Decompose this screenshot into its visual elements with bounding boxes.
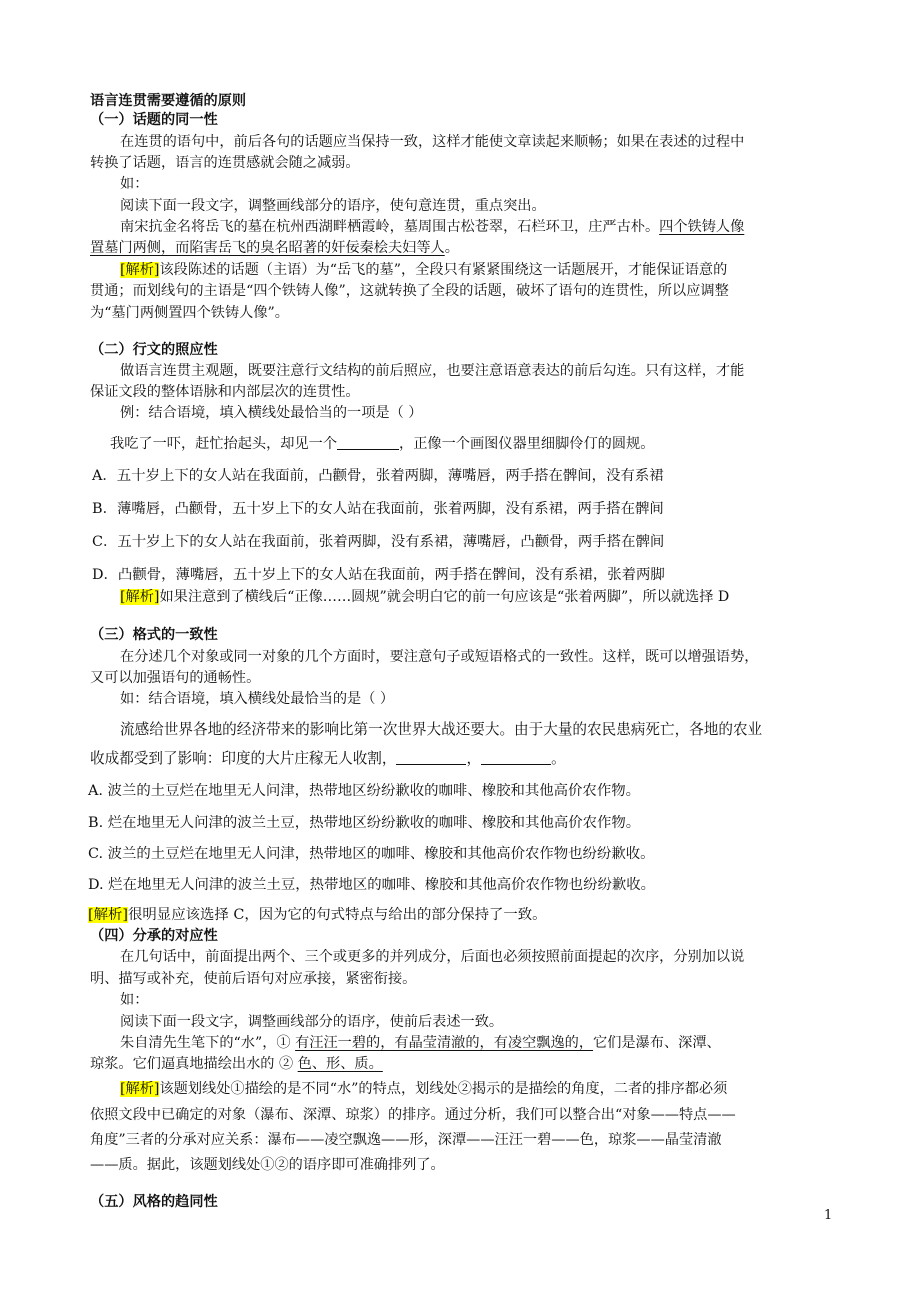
s3-para-line1: 在分述几个对象或同一对象的几个方面时，要注意句子或短语格式的一致性。这样，既可以增强语势， — [120, 649, 759, 665]
s3-question: 如：结合语境，填入横线处最恰当的是（ ） — [120, 691, 395, 707]
s3-analysis-text: 很明显应该选择 C，因为它的句式特点与给出的部分保持了一致。 — [128, 907, 547, 923]
answer-blank-1 — [396, 750, 466, 765]
s4-text-underlined-2: 色、形、质。 — [297, 1056, 383, 1072]
analysis-tag: [解析] — [88, 907, 129, 923]
s2-option-c: C．五十岁上下的女人站在我面前，张着两脚，没有系裙，薄嘴唇，凸颧骨，两手搭在髀间 — [92, 534, 665, 550]
s3-option-a: A. 波兰的土豆烂在地里无人问津，热带地区纷纷歉收的咖啡、橡胶和其他高价农作物。 — [88, 783, 640, 799]
s1-para-line1: 在连贯的语句中，前后各句的话题应当保持一致，这样才能使文章读起来顺畅；如果在表述的过程中 — [120, 134, 745, 150]
s3-option-d: D. 烂在地里无人问津的波兰土豆，热带地区的咖啡、橡胶和其他高价农作物也纷纷歉收。 — [88, 877, 656, 893]
s3-option-b: B. 烂在地里无人问津的波兰土豆，热带地区纷纷歉收的咖啡、橡胶和其他高价农作物。 — [88, 815, 641, 831]
s4-analysis-line1 — [120, 1078, 727, 1100]
s4-text-line1 — [120, 1032, 721, 1054]
s2-stem-b: ，正像一个画图仪器里细脚伶仃的圆规。 — [399, 436, 655, 452]
s4-analysis-line3: 角度”三者的分承对应关系：瀑布——凌空飘逸——形，深潭——汪汪一碧——色，琼浆——晶莹清澈 — [90, 1132, 722, 1148]
s1-example-label: 如： — [120, 176, 149, 192]
s3-stem-line1: 流感给世界各地的经济带来的影响比第一次世界大战还要大。由于大量的农民患病死亡，各地的农业 — [120, 721, 763, 738]
s2-stem-a: 我吃了一吓，赶忙抬起头，却见一个 — [110, 436, 338, 452]
s4-text-line2 — [90, 1053, 383, 1075]
s4-example-label: 如： — [120, 992, 149, 1008]
s1-text-underlined: 四个铁铸人像 — [659, 219, 745, 235]
s2-stem — [110, 433, 654, 455]
s4-analysis-line2: 依照文段中已确定的对象（瀑布、深潭、琼浆）的排序。通过分析，我们可以整合出“对象——特点—— — [90, 1107, 736, 1123]
section-1-heading: （一）话题的同一性 — [90, 112, 218, 128]
section-4-heading: （四）分承的对应性 — [90, 928, 218, 944]
s2-analysis-line1 — [120, 586, 729, 608]
answer-blank — [337, 435, 399, 450]
s2-option-d: D．凸颧骨，薄嘴唇，五十岁上下的女人站在我面前，两手搭在髀间，没有系裙，张着两脚 — [92, 567, 665, 583]
s2-option-a: A．五十岁上下的女人站在我面前，凸颧骨，张着两脚，薄嘴唇，两手搭在髀间，没有系裙 — [92, 468, 664, 484]
s3-para-line2: 又可以加强语句的通畅性。 — [90, 670, 261, 686]
page-number: 1 — [824, 1208, 833, 1223]
s1-text-end: 。 — [444, 240, 459, 256]
analysis-tag: [解析] — [120, 1081, 160, 1097]
s1-task: 阅读下面一段文字，调整画线部分的语序，使句意连贯，重点突出。 — [120, 198, 546, 214]
s4-analysis-line4: ——质。据此，该题划线处①②的语序即可准确排列了。 — [90, 1157, 445, 1173]
section-5-heading: （五）风格的趋同性 — [90, 1194, 218, 1210]
analysis-tag: [解析] — [120, 262, 160, 278]
s3-analysis-line1 — [88, 904, 547, 926]
s3-stem-c: 。 — [551, 750, 566, 767]
s4-task: 阅读下面一段文字，调整画线部分的语序，使前后表述一致。 — [120, 1014, 504, 1030]
s1-analysis-line3: 为“墓门两侧置四个铁铸人像”。 — [90, 305, 289, 321]
s2-analysis-text: 如果注意到了横线后“正像……圆规”就会明白它的前一句应该是“张着两脚”，所以就选择 D — [159, 589, 730, 605]
s1-text-underlined-2: 置墓门两侧，而陷害岳飞的臭名昭著的奸佞秦桧夫妇等人 — [90, 240, 445, 256]
s3-stem-line2 — [90, 748, 566, 770]
s1-text-line2 — [90, 237, 459, 259]
section-2-heading: （二）行文的照应性 — [90, 342, 218, 358]
document-title: 语言连贯需要遵循的原则 — [90, 93, 247, 109]
s4-text-underlined-1: 有汪汪一碧的，有晶莹清澈的，有凌空飘逸的， — [295, 1035, 594, 1051]
s2-para-line1: 做语言连贯主观题，既要注意行文结构的前后照应，也要注意语意表达的前后勾连。只有这样，才能 — [120, 363, 745, 379]
s1-para-line2: 转换了话题，语言的连贯感就会随之减弱。 — [90, 155, 360, 171]
s4-para-line2: 明、描写或补充，使前后语句对应承接，紧密衔接。 — [90, 971, 417, 987]
answer-blank-2 — [481, 750, 551, 765]
s3-stem-b: ， — [466, 750, 482, 767]
s3-stem-a: 收成都受到了影响：印度的大片庄稼无人收割， — [90, 750, 397, 767]
s1-analysis-line2: 贯通；而划线句的主语是“四个铁铸人像”，这就转换了全段的话题，破坏了语句的连贯性，所以应调整 — [90, 283, 729, 299]
s4-para-line1: 在几句话中，前面提出两个、三个或更多的并列成分，后面也必须按照前面提起的次序，分别加以说 — [120, 949, 745, 965]
s3-option-c: C. 波兰的土豆烂在地里无人问津，热带地区的咖啡、橡胶和其他高价农作物也纷纷歉收。 — [88, 846, 655, 862]
s4-analysis-text: 该题划线处①描绘的是不同“水”的特点，划线处②揭示的是描绘的角度，二者的排序都必须 — [159, 1081, 728, 1097]
s1-text-line1 — [120, 216, 744, 238]
s2-option-b: B．薄嘴唇，凸颧骨，五十岁上下的女人站在我面前，张着两脚，没有系裙，两手搭在髀间 — [92, 501, 664, 517]
s1-text-plain: 南宋抗金名将岳飞的墓在杭州西湖畔栖霞岭，墓周围古松苍翠，石栏环卫，庄严古朴。 — [120, 219, 660, 235]
s1-analysis-text: 该段陈述的话题（主语）为“岳飞的墓”，全段只有紧紧围绕这一话题展开，才能保证语意的 — [159, 262, 728, 278]
s2-question: 例：结合语境，填入横线处最恰当的一项是（ ） — [120, 405, 423, 421]
s4-text-a: 朱自清先生笔下的“水”，① — [120, 1035, 296, 1051]
section-3-heading: （三）格式的一致性 — [90, 627, 218, 643]
s4-text-c: 琼浆。它们逼真地描绘出水的 ② — [90, 1056, 298, 1072]
analysis-tag: [解析] — [120, 589, 160, 605]
s1-analysis-line1 — [120, 259, 727, 281]
s2-para-line2: 保证文段的整体语脉和内部层次的连贯性。 — [90, 384, 360, 400]
s4-text-b: 它们是瀑布、深潭、 — [593, 1035, 721, 1051]
